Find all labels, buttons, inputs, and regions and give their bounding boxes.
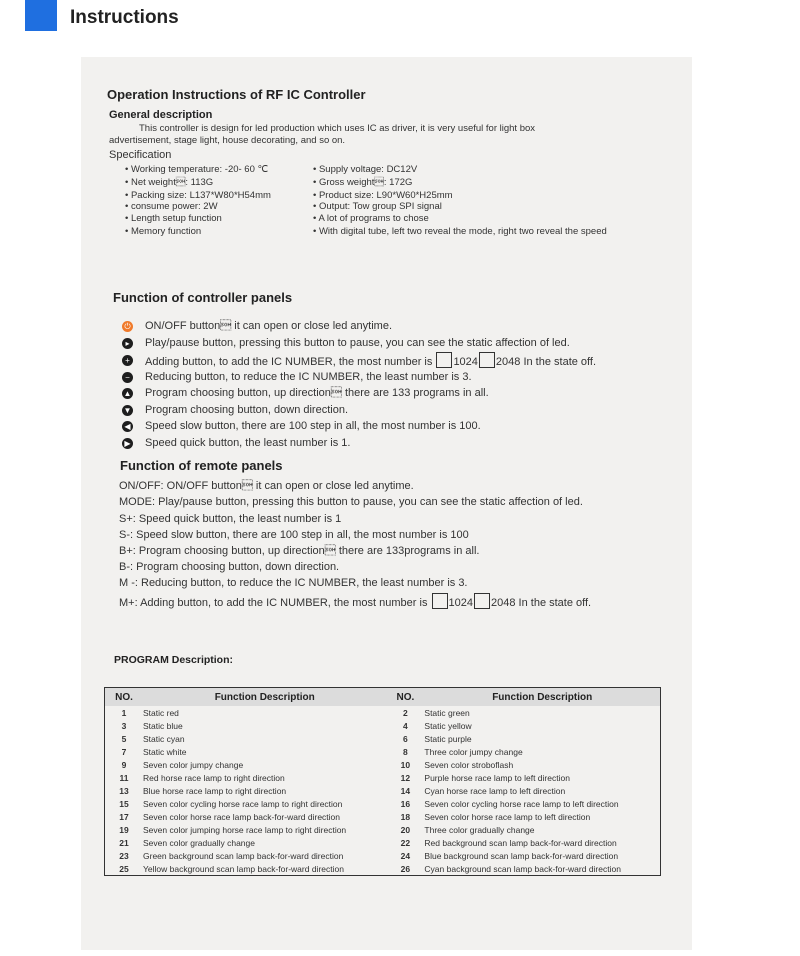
program-number: 10 [400,759,411,770]
program-description: Seven color gradually change [143,837,255,848]
table-row [105,745,661,758]
down-arrow-icon: ▼ [123,406,132,415]
power-icon: ⏻ [122,321,133,332]
program-number: 14 [400,785,411,796]
program-description: Blue horse race lamp to right direction [143,785,287,796]
table-row [105,862,661,876]
blank-box [474,593,490,609]
program-number: 24 [400,850,411,861]
program-number: 5 [121,733,127,744]
program-description: Cyan horse race lamp to left direction [424,785,566,796]
program-description: Static red [143,707,179,718]
program-description: Static green [424,707,470,718]
column-header: Function Description [143,688,386,707]
program-description: Red horse race lamp to right direction [143,772,285,783]
page-title: Instructions [70,7,179,28]
blank-box [479,352,495,368]
spec-item: • Length setup function [125,213,222,224]
panel-item-reduce: Reducing button, to reduce the IC NUMBER, the least number is 3. [145,371,472,383]
blank-box [432,593,448,609]
column-header: Function Description [424,688,660,707]
general-heading: General description [109,109,213,121]
left-arrow-icon: ◀ [122,421,133,432]
spec-item: • With digital tube, left two reveal the mode, right two reveal the speed [313,226,607,237]
program-number: 16 [400,798,411,809]
spec-item: • Working temperature: -20- 60 ℃ [125,164,269,175]
up-arrow-icon: ▲ [123,389,132,398]
panel-item-quick: Speed quick button, the least number is 1. [145,437,351,449]
remote-heading: Function of remote panels [120,458,283,473]
program-description: Seven color stroboflash [424,759,514,770]
panel-item-onoff: ON/OFF button it can open or close led anytime. [145,320,393,332]
spec-heading: Specification [109,149,172,161]
column-header: NO. [386,688,424,707]
program-number: 21 [119,837,129,848]
program-number: 4 [403,720,408,731]
program-number: 26 [400,863,411,874]
play-pause-icon: ▸ [122,338,133,349]
table-row [105,823,661,836]
table-row [105,719,661,732]
table-row [105,732,661,745]
program-description: Seven color cycling horse race lamp to left direction [424,798,619,809]
program-number: 18 [400,811,411,822]
table-row [105,706,661,719]
program-number: 17 [119,811,129,822]
panel-item-play: Play/pause button, pressing this button to pause, you can see the static affection of led. [145,337,570,349]
program-description: Seven color horse race lamp to left direction [424,811,591,822]
program-number: 23 [119,850,129,861]
program-description: Static cyan [143,733,185,744]
program-description: Purple horse race lamp to left direction [424,772,570,783]
program-description: Three color jumpy change [424,746,523,757]
spec-item: • Packing size: L137*W80*H54mm [125,190,271,201]
program-number: 3 [121,720,127,731]
table-row [105,836,661,849]
program-number: 6 [403,733,408,744]
program-number: 1 [121,707,127,718]
program-description: Static white [143,746,187,757]
right-arrow-icon: ▶ [122,438,133,449]
program-number: 11 [119,772,129,783]
program-number: 2 [403,707,408,718]
spec-item: • Net weight: 113G [125,177,214,188]
panel-item-add: Adding button, to add the IC NUMBER, the most number is 1024 2048 In the state off. [145,352,596,368]
remote-item: B-: Program choosing button, down direction. [119,561,340,573]
program-number: 25 [119,863,129,874]
program-description: Blue background scan lamp back-for-ward direction [424,850,619,861]
remote-item: S+: Speed quick button, the least number is 1 [119,513,342,525]
program-description: Static yellow [424,720,472,731]
program-number: 13 [119,785,129,796]
program-table [104,687,661,876]
spec-item: • consume power: 2W [125,201,218,212]
doc-title: Operation Instructions of RF IC Controller [107,87,366,102]
remote-item: ON/OFF: ON/OFF button it can open or close led anytime. [119,480,414,492]
program-description: Seven color jumping horse race lamp to right direction [143,824,347,835]
column-header: NO. [105,688,144,707]
program-heading: PROGRAM Description: [114,654,234,666]
spec-item: • Output: Tow group SPI signal [313,201,442,212]
table-header-row [105,688,661,707]
panels-heading: Function of controller panels [113,290,293,305]
remote-item: M -: Reducing button, to reduce the IC NUMBER, the least number is 3. [119,577,468,589]
general-text-1: This controller is design for led production which uses IC as driver, it is very useful for light box [139,123,536,134]
blank-box [436,352,452,368]
program-description: Seven color jumpy change [143,759,244,770]
program-number: 8 [403,746,408,757]
remote-item: MODE: Play/pause button, pressing this button to pause, you can see the static affection of led. [119,496,583,508]
program-description: Three color gradually change [424,824,535,835]
table-row [105,810,661,823]
table-row [105,849,661,862]
program-description: Red background scan lamp back-for-ward direction [424,837,617,848]
spec-item: • Product size: L90*W60*H25mm [313,190,453,201]
spec-item: • Gross weight: 172G [313,177,413,188]
program-number: 15 [119,798,129,809]
general-text-2: advertisement, stage light, house decorating, and so on. [109,135,346,146]
remote-item-add: M+: Adding button, to add the IC NUMBER, the most number is 1024 2048 In the state off. [119,593,591,609]
spec-item: • Memory function [125,226,202,237]
spec-item: • Supply voltage: DC12V [313,164,418,175]
table-row [105,797,661,810]
panel-item-down: Program choosing button, down direction. [145,404,349,416]
program-number: 12 [400,772,411,783]
program-description: Seven color horse race lamp back-for-ward direction [143,811,341,822]
table-row [105,784,661,797]
program-number: 19 [119,824,129,835]
program-number: 22 [400,837,411,848]
program-number: 20 [400,824,411,835]
panel-item-up: Program choosing button, up direction there are 133 programs in all. [145,387,489,399]
table-row [105,758,661,771]
program-description: Static purple [424,733,472,744]
spec-item: • A lot of programs to chose [313,213,429,224]
program-number: 7 [121,746,127,757]
header-accent-bar [25,0,57,31]
table-row [105,771,661,784]
program-description: Seven color cycling horse race lamp to right direction [143,798,343,809]
remote-item: B+: Program choosing button, up direction there are 133programs in all. [119,545,480,557]
program-number: 9 [121,759,127,770]
program-description: Yellow background scan lamp back-for-ward direction [143,863,344,874]
program-description: Cyan background scan lamp back-for-ward direction [424,863,621,874]
remote-item: S-: Speed slow button, there are 100 step in all, the most number is 100 [119,529,469,541]
minus-icon: − [122,372,133,383]
plus-icon: + [122,355,133,366]
panel-item-slow: Speed slow button, there are 100 step in all, the most number is 100. [145,420,481,432]
program-description: Static blue [143,720,183,731]
program-description: Green background scan lamp back-for-ward direction [143,850,344,861]
